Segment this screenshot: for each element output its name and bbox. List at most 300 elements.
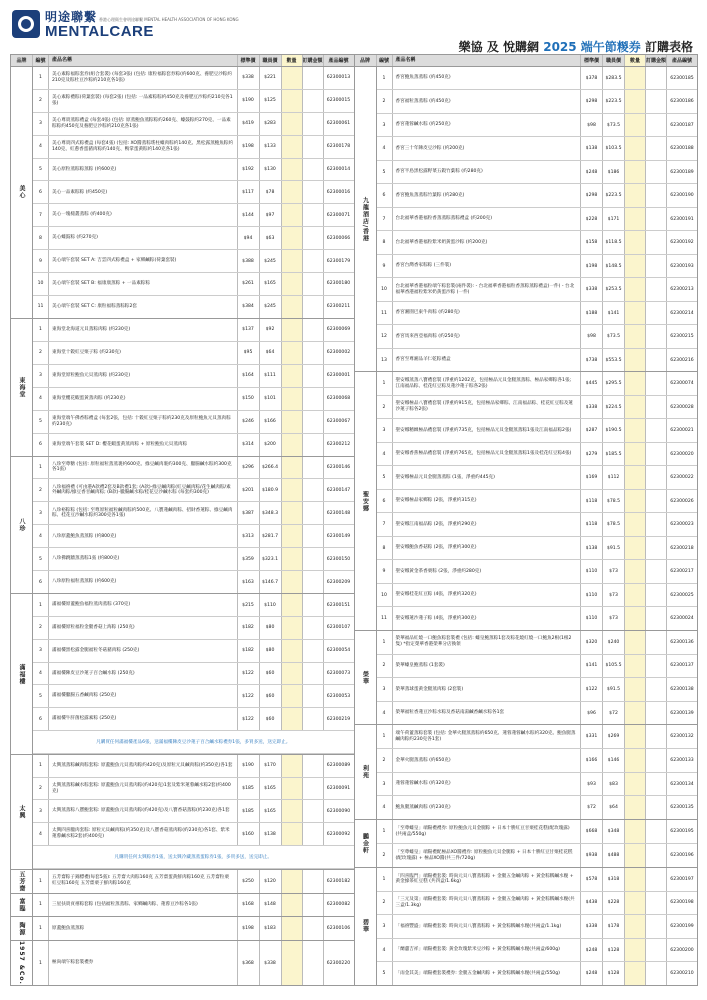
amount-field[interactable] [646,892,667,915]
quantity-field[interactable] [625,749,646,772]
standard-price: $93 [581,773,603,796]
product-name: 滿福樓牛肝菌松露素粽 (250克) [49,708,238,730]
amount-field[interactable] [646,443,667,466]
standard-price: $138 [581,137,603,159]
product-name: 香宮三十年陳皮豆沙粽 (約200克) [393,137,582,159]
quantity-field[interactable] [282,685,303,707]
amount-field[interactable] [646,137,667,159]
quantity-field[interactable] [625,396,646,419]
brand-group [355,67,698,371]
quantity-field[interactable] [625,466,646,489]
member-price: $148 [260,894,282,917]
quantity-field[interactable] [625,349,646,371]
standard-price: $296 [238,457,260,479]
amount-field[interactable] [646,584,667,607]
product-code: 62300020 [670,451,694,457]
brand-rows [33,870,354,893]
quantity-field[interactable] [282,594,303,616]
standard-price: $188 [581,302,603,324]
member-price: $133 [260,136,282,158]
item-number: 1 [33,941,49,985]
quantity-field[interactable] [625,868,646,891]
product-code: 62300137 [670,663,694,669]
item-number: 3 [33,800,49,822]
item-number: 2 [33,778,49,800]
item-number: 7 [377,208,393,230]
quantity-field[interactable] [282,894,303,917]
item-number: 2 [33,90,49,112]
quantity-field[interactable] [625,184,646,206]
quantity-field[interactable] [625,90,646,112]
quantity-field[interactable] [625,560,646,583]
member-price: $245 [260,250,282,272]
column-header-amount: 訂購金額 [646,55,667,66]
quantity-field[interactable] [625,892,646,915]
quantity-field[interactable] [282,67,303,89]
amount-field[interactable] [646,490,667,513]
amount-field[interactable] [303,870,324,893]
amount-field[interactable] [303,525,324,547]
product-name: 美心一塊槌叢蒸粽 (約400克) [49,204,238,226]
amount-field[interactable] [646,90,667,112]
quantity-field[interactable] [625,773,646,796]
logo-icon [12,10,40,38]
standard-price: $137 [238,319,260,341]
amount-field[interactable] [646,184,667,206]
quantity-field[interactable] [625,490,646,513]
product-name: 太興四喜臘肉套粽: 原粒元貝鹹肉粽(約350克)及八寶香菇蒸肉粽(約230克)各1套、紫米蓮蓉鹹水粽2套(約400克) [49,823,238,845]
item-number: 3 [33,502,49,524]
quantity-field[interactable] [625,631,646,654]
product-name: 台北福華香港福粒紫米奶黃蛋沙粽 (約200克) [393,231,582,253]
product-name: 香宮蓮蓉鹹水粽 (約250克) [393,114,582,136]
quantity-field[interactable] [625,443,646,466]
standard-price: $117 [238,181,260,203]
quantity-field[interactable] [625,820,646,843]
quantity-field[interactable] [625,607,646,630]
member-price: $245 [260,296,282,318]
product-name: 香宮福粒蒸蒸粽 (約450克) [393,90,582,112]
quantity-field[interactable] [625,419,646,442]
amount-field[interactable] [646,466,667,489]
amount-field[interactable] [646,114,667,136]
quantity-field[interactable] [282,525,303,547]
column-header-price-std: 標準價 [238,55,260,66]
quantity-field[interactable] [625,725,646,748]
amount-field[interactable] [303,941,324,985]
quantity-field[interactable] [625,915,646,938]
product-code: 62300217 [670,569,694,575]
member-price: $60 [260,685,282,707]
standard-price: $164 [238,365,260,387]
amount-field[interactable] [303,181,324,203]
quantity-field[interactable] [282,365,303,387]
brand-group [11,869,354,893]
product-code: 62300024 [670,616,694,622]
table-row [33,479,354,502]
amount-field[interactable] [303,159,324,181]
quantity-field[interactable] [282,617,303,639]
amount-field[interactable] [303,204,324,226]
amount-field[interactable] [303,685,324,707]
table-row [33,502,354,525]
amount-field[interactable] [303,571,324,593]
table-row [377,962,698,985]
amount-field[interactable] [646,560,667,583]
amount-field[interactable] [303,296,324,318]
quantity-field[interactable] [625,702,646,725]
quantity-field[interactable] [282,227,303,249]
amount-field[interactable] [303,250,324,272]
standard-price: $110 [581,584,603,607]
quantity-field[interactable] [282,250,303,272]
amount-field[interactable] [303,136,324,158]
product-code: 62300092 [326,831,351,837]
table-body [11,67,354,985]
item-number: 1 [33,319,49,341]
quantity-field[interactable] [282,778,303,800]
item-number: 8 [377,537,393,560]
quantity-field[interactable] [625,137,646,159]
amount-field[interactable] [646,678,667,701]
standard-price: $110 [581,607,603,630]
amount-field[interactable] [303,823,324,845]
standard-price: $248 [581,161,603,183]
item-number: 1 [33,755,49,777]
table-row [377,443,698,467]
quantity-field[interactable] [625,796,646,819]
quantity-field[interactable] [282,457,303,479]
quantity-field[interactable] [282,136,303,158]
standard-price: $938 [581,844,603,867]
item-number: 6 [33,434,49,456]
quantity-field[interactable] [282,159,303,181]
table-row [377,702,698,725]
amount-field[interactable] [303,708,324,730]
quantity-field[interactable] [625,67,646,89]
column-header-name: 產品名稱 [49,55,238,66]
table-row [33,457,354,480]
quantity-field[interactable] [625,208,646,230]
item-number: 1 [33,457,49,479]
quantity-field[interactable] [625,161,646,183]
amount-field[interactable] [646,725,667,748]
standard-price: $384 [238,296,260,318]
amount-field[interactable] [646,915,667,938]
quantity-field[interactable] [625,114,646,136]
member-price: $488 [603,844,625,867]
member-price: $120 [260,870,282,893]
table-row [377,67,698,90]
standard-price: $95 [238,342,260,364]
product-code: 62300215 [670,334,694,340]
amount-field[interactable] [646,325,667,347]
amount-field[interactable] [646,962,667,985]
amount-field[interactable] [646,161,667,183]
column-header-brand: 品牌 [355,55,377,66]
member-price: $138 [260,823,282,845]
table-row [377,796,698,819]
item-number: 2 [377,90,393,112]
product-name: 「蘭蕙吉祥」端陽禮套裝: 黃金玫瑰紫米豆沙粽 + 黃金粽糯鹹水糉(共兩盒/600g) [393,939,582,962]
quantity-field[interactable] [282,319,303,341]
quantity-field[interactable] [282,823,303,845]
item-number: 8 [377,231,393,253]
quantity-field[interactable] [282,204,303,226]
amount-field[interactable] [646,796,667,819]
amount-field[interactable] [646,607,667,630]
table-row [33,594,354,617]
product-name: 五芳齋粽子錦標禮(每套5張): 五芳齋大肉粽160克 五芳齋蛋黃鮮肉粽160克 五芳齋粒栗紅豆粽160克 五芳齋栗子鮮肉粽160克 [49,870,238,893]
table-row [33,685,354,708]
product-name: 香宮至尊湘品羊仁乾粽禮盒 [393,349,582,371]
quantity-field[interactable] [625,655,646,678]
amount-field[interactable] [646,231,667,253]
quantity-field[interactable] [282,479,303,501]
item-number: 1 [33,917,49,940]
column-header-no: 編號 [33,55,49,66]
quantity-field[interactable] [282,388,303,410]
item-number: 4 [377,702,393,725]
product-code: 62300149 [326,533,351,539]
amount-field[interactable] [303,640,324,662]
product-name: 香宮半島黑松露野菜五穀竹葉粽 (約280克) [393,161,582,183]
amount-field[interactable] [303,800,324,822]
item-number: 3 [377,114,393,136]
quantity-field[interactable] [282,273,303,295]
quantity-field[interactable] [282,708,303,730]
amount-field[interactable] [303,755,324,777]
quantity-field[interactable] [282,342,303,364]
standard-price: $122 [581,678,603,701]
amount-field[interactable] [646,396,667,419]
amount-field[interactable] [646,302,667,324]
amount-field[interactable] [646,820,667,843]
quantity-field[interactable] [625,962,646,985]
quantity-field[interactable] [625,231,646,253]
member-price: $73.5 [603,114,625,136]
amount-field[interactable] [303,457,324,479]
item-number: 2 [377,655,393,678]
amount-field[interactable] [646,208,667,230]
standard-price: $438 [581,892,603,915]
quantity-field[interactable] [282,113,303,135]
table-row [377,114,698,137]
table-row [377,278,698,301]
quantity-field[interactable] [282,571,303,593]
member-price: $73 [603,560,625,583]
member-price: $240 [603,631,625,654]
table-row [377,584,698,608]
amount-field[interactable] [646,537,667,560]
quantity-field[interactable] [625,939,646,962]
standard-price: $338 [581,396,603,419]
standard-price: $98 [581,325,603,347]
amount-field[interactable] [646,349,667,371]
brand-group [11,940,354,985]
amount-field[interactable] [303,548,324,570]
product-name: 太興蒸蒸粽鹹肉粽套粽: 原蓋鮑魚元貝蒸肉粽約420克)及原粒元貝鹹肉粽(約350克)各1套 [49,755,238,777]
quantity-field[interactable] [625,513,646,536]
table-row [33,894,354,917]
amount-field[interactable] [303,617,324,639]
table-row [33,181,354,204]
table-row [33,800,354,823]
quantity-field[interactable] [282,640,303,662]
product-name: 美心端午套裝 SET B: 福康康蒸粽 + 一品素粽粽 [49,273,238,295]
amount-field[interactable] [303,434,324,456]
amount-field[interactable] [646,844,667,867]
item-number: 9 [377,255,393,277]
quantity-field[interactable] [625,844,646,867]
quantity-field[interactable] [282,181,303,203]
amount-field[interactable] [646,67,667,89]
quantity-field[interactable] [625,278,646,300]
product-name: 美心端午套裝 SET C: 康粒福粽蒸粽粽2套 [49,296,238,318]
item-number: 10 [33,273,49,295]
brand-label: 鵬金軒 [355,820,377,867]
standard-price: $419 [238,113,260,135]
table-row [33,755,354,778]
amount-field[interactable] [303,227,324,249]
column-header-price-std: 標準價 [581,55,603,66]
product-code: 62300150 [326,556,351,562]
column-header-no: 編號 [377,55,393,66]
product-code: 62300136 [670,639,694,645]
quantity-field[interactable] [625,325,646,347]
amount-field[interactable] [303,663,324,685]
amount-field[interactable] [303,778,324,800]
table-row [33,917,354,940]
product-name: 八珍佛跳牆蒸蒸粽1張 (約800克) [49,548,238,570]
table-row [377,939,698,963]
amount-field[interactable] [646,655,667,678]
product-code: 62300067 [326,419,351,425]
quantity-field[interactable] [282,800,303,822]
standard-price: $359 [238,548,260,570]
product-name: 東海堂端午佛香粽禮盒 (每套2張，包括: 十穀紅豆栗子粽約230克及原粒鮑魚元貝蒸肉粽約230克) [49,411,238,433]
table-header [11,55,354,67]
amount-field[interactable] [646,702,667,725]
column-header-qty: 數量 [282,55,303,66]
quantity-field[interactable] [282,870,303,893]
standard-price: $150 [238,388,260,410]
quantity-field[interactable] [282,502,303,524]
item-number: 10 [377,278,393,300]
quantity-field[interactable] [282,296,303,318]
item-number: 3 [377,419,393,442]
amount-field[interactable] [303,113,324,135]
product-code: 62300199 [670,923,694,929]
product-code: 62300138 [670,686,694,692]
amount-field[interactable] [646,749,667,772]
table-row [377,560,698,584]
amount-field[interactable] [646,939,667,962]
item-number: 5 [33,411,49,433]
quantity-field[interactable] [625,584,646,607]
product-code: 62300028 [670,404,694,410]
quantity-field[interactable] [282,548,303,570]
standard-price: $94 [238,227,260,249]
product-code: 62300213 [670,287,694,293]
member-price: $78 [260,181,282,203]
quantity-field[interactable] [282,434,303,456]
amount-field[interactable] [646,255,667,277]
amount-field[interactable] [646,372,667,395]
amount-field[interactable] [646,278,667,300]
item-number: 1 [377,820,393,843]
member-price: $348 [603,820,625,843]
amount-field[interactable] [303,894,324,917]
amount-field[interactable] [303,479,324,501]
product-code: 62300147 [326,487,351,493]
amount-field[interactable] [303,273,324,295]
quantity-field[interactable] [625,678,646,701]
item-number: 10 [377,584,393,607]
amount-field[interactable] [303,502,324,524]
amount-field[interactable] [646,631,667,654]
table-row [377,349,698,371]
brand-label: 美心 [11,67,33,318]
amount-field[interactable] [303,388,324,410]
product-name: 香宮湘園巴東牛肉粽 (約280克) [393,302,582,324]
amount-field[interactable] [303,411,324,433]
amount-field[interactable] [646,513,667,536]
amount-field[interactable] [646,773,667,796]
brand-label: 八珍 [11,457,33,594]
amount-field[interactable] [303,319,324,341]
quantity-field[interactable] [282,755,303,777]
product-name: 榮華福粒香蓮豆沙粽水粽及香菇南湯鹹香鹹水粽各1套 [393,702,582,725]
amount-field[interactable] [303,917,324,940]
brand-group [11,67,354,318]
quantity-field[interactable] [282,663,303,685]
table-row [377,231,698,254]
quantity-field[interactable] [282,90,303,112]
promo-note: 凡購買任何滿福樓產品6張，送滿福樓陳皮豆沙蓮子百合鹹水粽禮券1張，多買多送，送完即止。 [33,731,354,754]
table-row [33,388,354,411]
member-price: $60 [260,663,282,685]
brand-group [11,456,354,594]
amount-field[interactable] [303,67,324,89]
quantity-field[interactable] [282,917,303,940]
member-price: $112 [603,466,625,489]
amount-field[interactable] [303,365,324,387]
amount-field[interactable] [303,342,324,364]
quantity-field[interactable] [625,255,646,277]
product-name: 聖安娜江南福品粽 (2張，淨重約290克) [393,513,582,536]
amount-field[interactable] [646,419,667,442]
quantity-field[interactable] [625,372,646,395]
table-row [377,655,698,679]
quantity-field[interactable] [625,537,646,560]
quantity-field[interactable] [282,941,303,985]
standard-price: $338 [581,278,603,300]
member-price: $165 [260,800,282,822]
quantity-field[interactable] [625,302,646,324]
table-row [377,678,698,702]
product-name: 八珍至尊糖 (包括: 原粒福粒蒸蒸裹約600克、綠豆鹹肉裹約300克、臘腸鹹水粽約300克各1張) [49,457,238,479]
amount-field[interactable] [646,868,667,891]
member-price: $110 [260,594,282,616]
quantity-field[interactable] [282,411,303,433]
logo-english: MENTALCARE [45,23,154,40]
amount-field[interactable] [303,90,324,112]
product-name: 「至尊蠔皇」端陽禮禮券: 原粒鮑魚元貝金腿粽 + 日本十勝紅豆甘栗桂花糕(配玫瑰露) (共兩盒/550g) [393,820,582,843]
item-number: 2 [377,844,393,867]
product-code: 62300082 [326,902,351,908]
amount-field[interactable] [303,594,324,616]
